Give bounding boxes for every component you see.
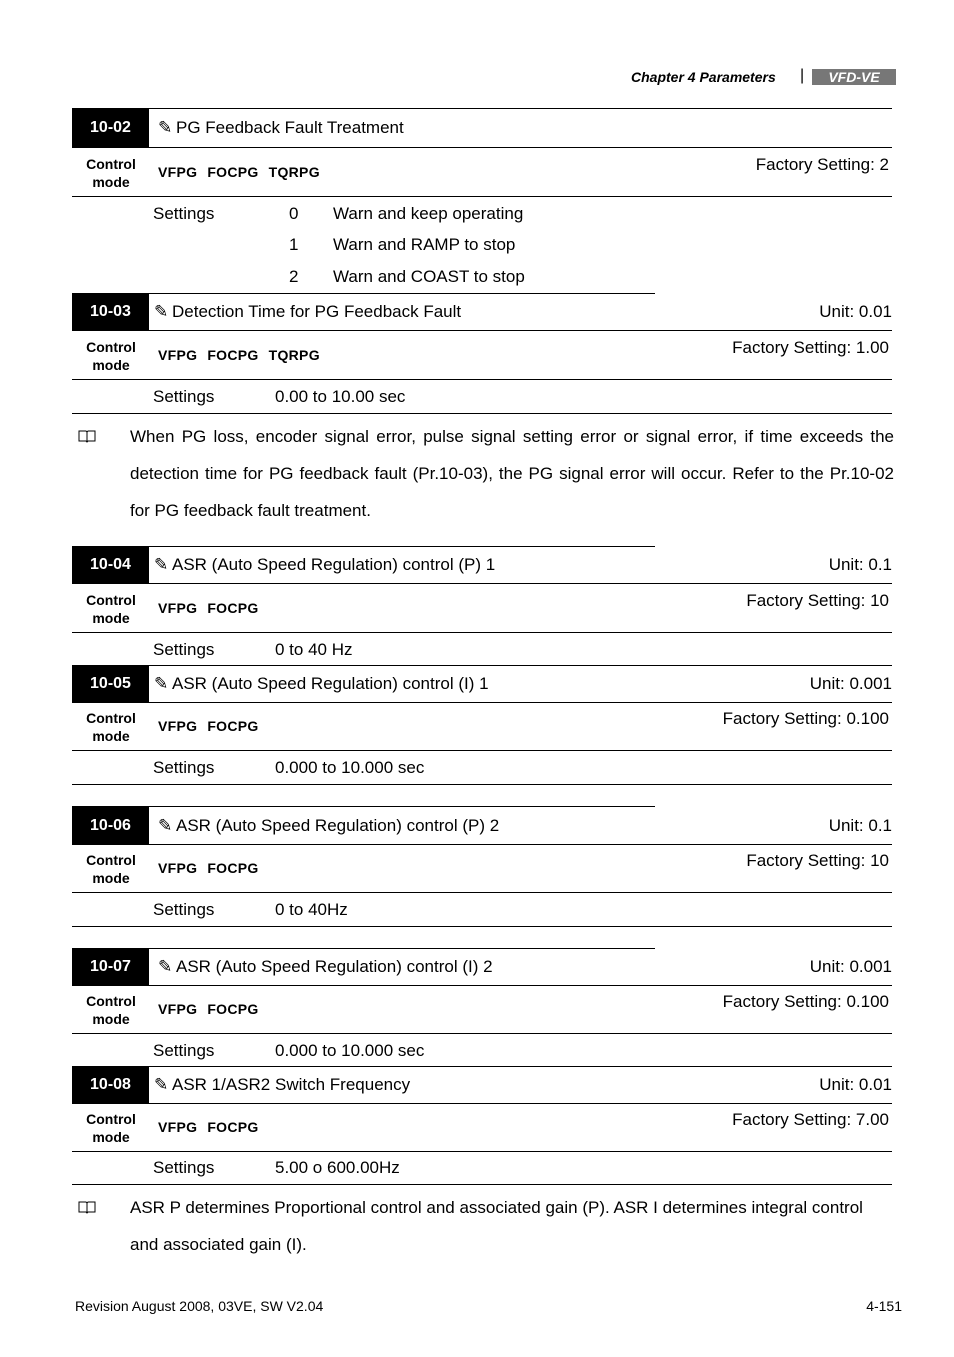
param-code-10-02: 10-02 (72, 109, 149, 147)
settings-label: Settings (153, 387, 215, 406)
settings-range: 0.00 to 10.00 sec (275, 387, 406, 406)
param-title: ✎ Detection Time for PG Feedback Fault (154, 302, 462, 321)
settings-label: Settings (153, 1158, 215, 1177)
control-mode-label: Control mode (86, 592, 136, 626)
param-title: ✎ ASR (Auto Speed Regulation) control (P) 1 (154, 555, 496, 574)
option-text: Warn and RAMP to stop (333, 235, 516, 254)
page-number: 4-151 (866, 1298, 902, 1314)
book-icon (78, 1200, 96, 1214)
control-modes: VFPG FOCPG (158, 1119, 259, 1135)
unit: Unit: 0.1 (828, 816, 892, 835)
settings-label: Settings (153, 900, 215, 919)
header-separator: | (800, 67, 805, 84)
control-mode-label: Control mode (86, 852, 136, 886)
factory-setting: Factory Setting: 7.00 (732, 1110, 889, 1129)
pencil-icon: ✎ (154, 1075, 169, 1094)
param-title: ✎ ASR (Auto Speed Regulation) control (P) 2 (158, 816, 500, 835)
pencil-icon: ✎ (158, 816, 173, 835)
note-paragraph: ASR P determines Proportional control and associated gain (P). ASR I determines integral control and associated gain (I). (130, 1198, 863, 1254)
control-modes: VFPG FOCPG (158, 600, 259, 616)
control-mode-label: Control mode (86, 156, 136, 190)
chapter-title: Chapter 4 Parameters (631, 69, 776, 85)
control-modes: VFPG FOCPG (158, 718, 259, 734)
control-mode-label: Control mode (86, 339, 136, 373)
settings-label: Settings (153, 758, 215, 777)
option-text: Warn and keep operating (333, 204, 524, 223)
settings-label: Settings (153, 1041, 215, 1060)
unit: Unit: 0.01 (819, 302, 892, 321)
pencil-icon: ✎ (158, 118, 173, 137)
param-title: ✎ ASR (Auto Speed Regulation) control (I) 1 (154, 674, 489, 693)
param-code-10-08: 10-08 (72, 1067, 149, 1103)
settings-range: 0 to 40Hz (275, 900, 348, 919)
param-code-10-05: 10-05 (72, 666, 149, 702)
unit: Unit: 0.001 (809, 674, 892, 693)
control-mode-label: Control mode (86, 993, 136, 1027)
logo-text: VFD-VE (828, 69, 880, 85)
param-title: ✎ ASR 1/ASR2 Switch Frequency (154, 1075, 411, 1094)
pencil-icon: ✎ (154, 555, 169, 574)
unit: Unit: 0.001 (809, 957, 892, 976)
factory-setting: Factory Setting: 10 (746, 591, 889, 610)
factory-setting: Factory Setting: 0.100 (722, 709, 889, 728)
unit: Unit: 0.01 (819, 1075, 892, 1094)
param-code-10-03: 10-03 (72, 294, 149, 330)
pencil-icon: ✎ (158, 957, 173, 976)
pencil-icon: ✎ (154, 674, 169, 693)
control-modes: VFPG FOCPG TQRPG (158, 164, 320, 180)
control-modes: VFPG FOCPG (158, 860, 259, 876)
factory-setting: Factory Setting: 1.00 (732, 338, 889, 357)
control-modes: VFPG FOCPG (158, 1001, 259, 1017)
option-text: Warn and COAST to stop (333, 267, 525, 286)
book-icon (78, 429, 96, 443)
settings-range: 0.000 to 10.000 sec (275, 1041, 425, 1060)
footer-revision: Revision August 2008, 03VE, SW V2.04 (75, 1298, 324, 1314)
param-title: ✎ PG Feedback Fault Treatment (158, 118, 404, 137)
settings-label: Settings (153, 204, 215, 223)
note-paragraph: When PG loss, encoder signal error, pulse signal setting error or signal error, if time exceeds the detection time for PG feedback fault (Pr.10-03), the PG signal error will occur. Refer to the Pr.10-02 for PG feedback fault treatment. (130, 427, 894, 520)
factory-setting: Factory Setting: 10 (746, 851, 889, 870)
option-value: 1 (289, 235, 299, 254)
control-mode-label: Control mode (86, 1111, 136, 1145)
param-title: ✎ ASR (Auto Speed Regulation) control (I) 2 (158, 957, 493, 976)
param-code-10-04: 10-04 (72, 547, 149, 583)
settings-label: Settings (153, 640, 215, 659)
control-mode-label: Control mode (86, 710, 136, 744)
option-value: 2 (289, 267, 299, 286)
param-code-10-06: 10-06 (72, 807, 149, 844)
settings-range: 0.000 to 10.000 sec (275, 758, 425, 777)
pencil-icon: ✎ (154, 302, 169, 321)
vfd-ve-logo (812, 69, 896, 85)
param-code-10-07: 10-07 (72, 949, 149, 985)
option-value: 0 (289, 204, 299, 223)
factory-setting: Factory Setting: 2 (755, 155, 889, 174)
settings-range: 0 to 40 Hz (275, 640, 353, 659)
unit: Unit: 0.1 (828, 555, 892, 574)
settings-range: 5.00 o 600.00Hz (275, 1158, 400, 1177)
control-modes: VFPG FOCPG TQRPG (158, 347, 320, 363)
factory-setting: Factory Setting: 0.100 (722, 992, 889, 1011)
